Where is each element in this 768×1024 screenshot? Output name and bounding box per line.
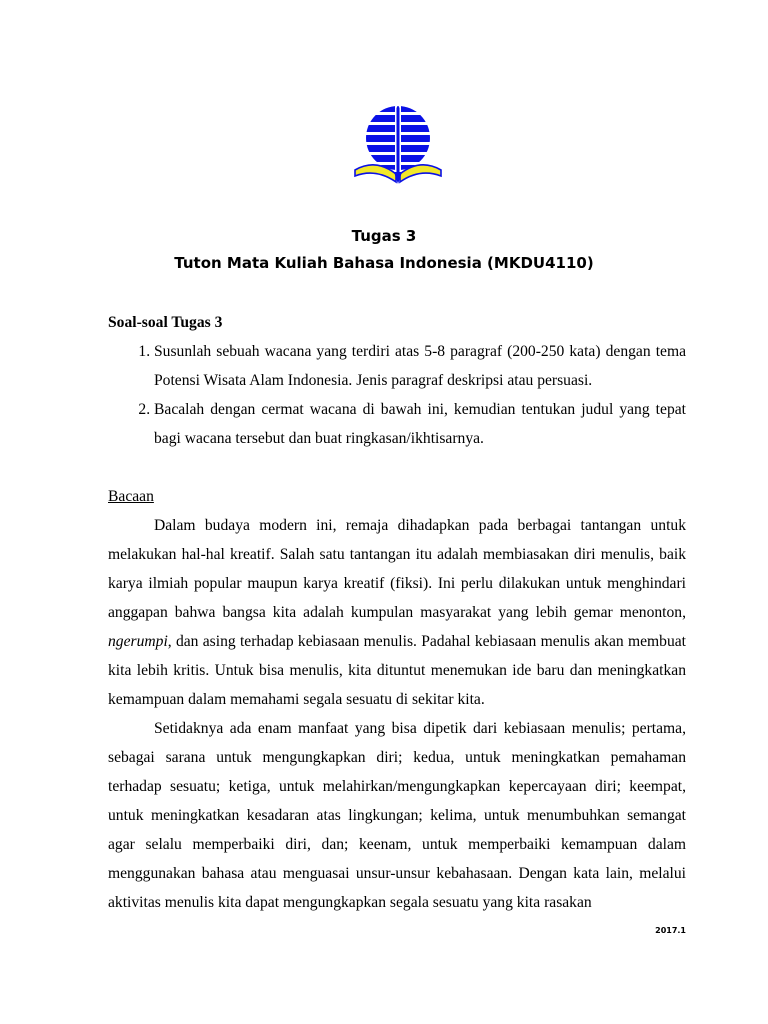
university-logo-icon xyxy=(352,106,444,184)
footer-code: 2017.1 xyxy=(655,926,686,935)
document-body xyxy=(108,308,686,917)
question-list xyxy=(108,337,686,453)
paragraph-text: Dalam budaya modern ini, remaja dihadapkan pada berbagai tantangan untuk melakukan hal-hal kreatif. Salah satu tantangan itu adalah membiasakan diri menulis, baik karya ilmiah popular maupun karya kreatif (fiksi). Ini perlu dilakukan untuk menghindari anggapan bahwa bangsa kita adalah kumpulan masyarakat yang lebih gemar menonton, xyxy=(108,517,686,621)
list-item: 1. Susunlah sebuah wacana yang terdiri atas 5-8 paragraf (200-250 kata) dengan tema Potensi Wisata Alam Indonesia. Jenis paragraf deskripsi atau persuasi. xyxy=(154,337,686,395)
list-item: 2. Bacalah dengan cermat wacana di bawah ini, kemudian tentukan judul yang tepat bagi wacana tersebut dan buat ringkasan/ikhtisarnya. xyxy=(154,395,686,453)
reading-paragraph-2: Setidaknya ada enam manfaat yang bisa dipetik dari kebiasaan menulis; pertama, sebagai sarana untuk mengungkapkan diri; kedua, untuk meningkatkan pemahaman terhadap sesuatu; ketiga, untuk melahirkan/mengungkapkan kepercayaan diri; keempat, untuk meningkatkan kesadaran atas lingkungan; kelima, untuk menumbuhkan semangat agar selalu memperbaiki diri, dan; keenam, untuk memperbaiki kemampuan dalam menggunakan bahasa atau menguasai unsur-unsur kebahasaan. Dengan kata lain, melalui aktivitas menulis kita dapat mengungkapkan segala sesuatu yang kita rasakan xyxy=(108,720,686,911)
page-title: Tugas 3 xyxy=(351,227,417,245)
section-heading: Soal-soal Tugas 3 xyxy=(108,314,223,331)
reading-paragraph-1 xyxy=(108,511,686,714)
reading-title: Bacaan xyxy=(108,488,154,505)
paragraph-text: , dan asing terhadap kebiasaan menulis. Padahal kebiasaan menulis akan membuat kita lebih kritis. Untuk bisa menulis, kita dituntut menemukan ide baru dan meningkatkan kemampuan dalam memahami segala sesuatu di sekitar kita. xyxy=(108,633,686,708)
italic-term: ngerumpi xyxy=(108,633,168,650)
course-subtitle: Tuton Mata Kuliah Bahasa Indonesia (MKDU4110) xyxy=(174,254,594,272)
